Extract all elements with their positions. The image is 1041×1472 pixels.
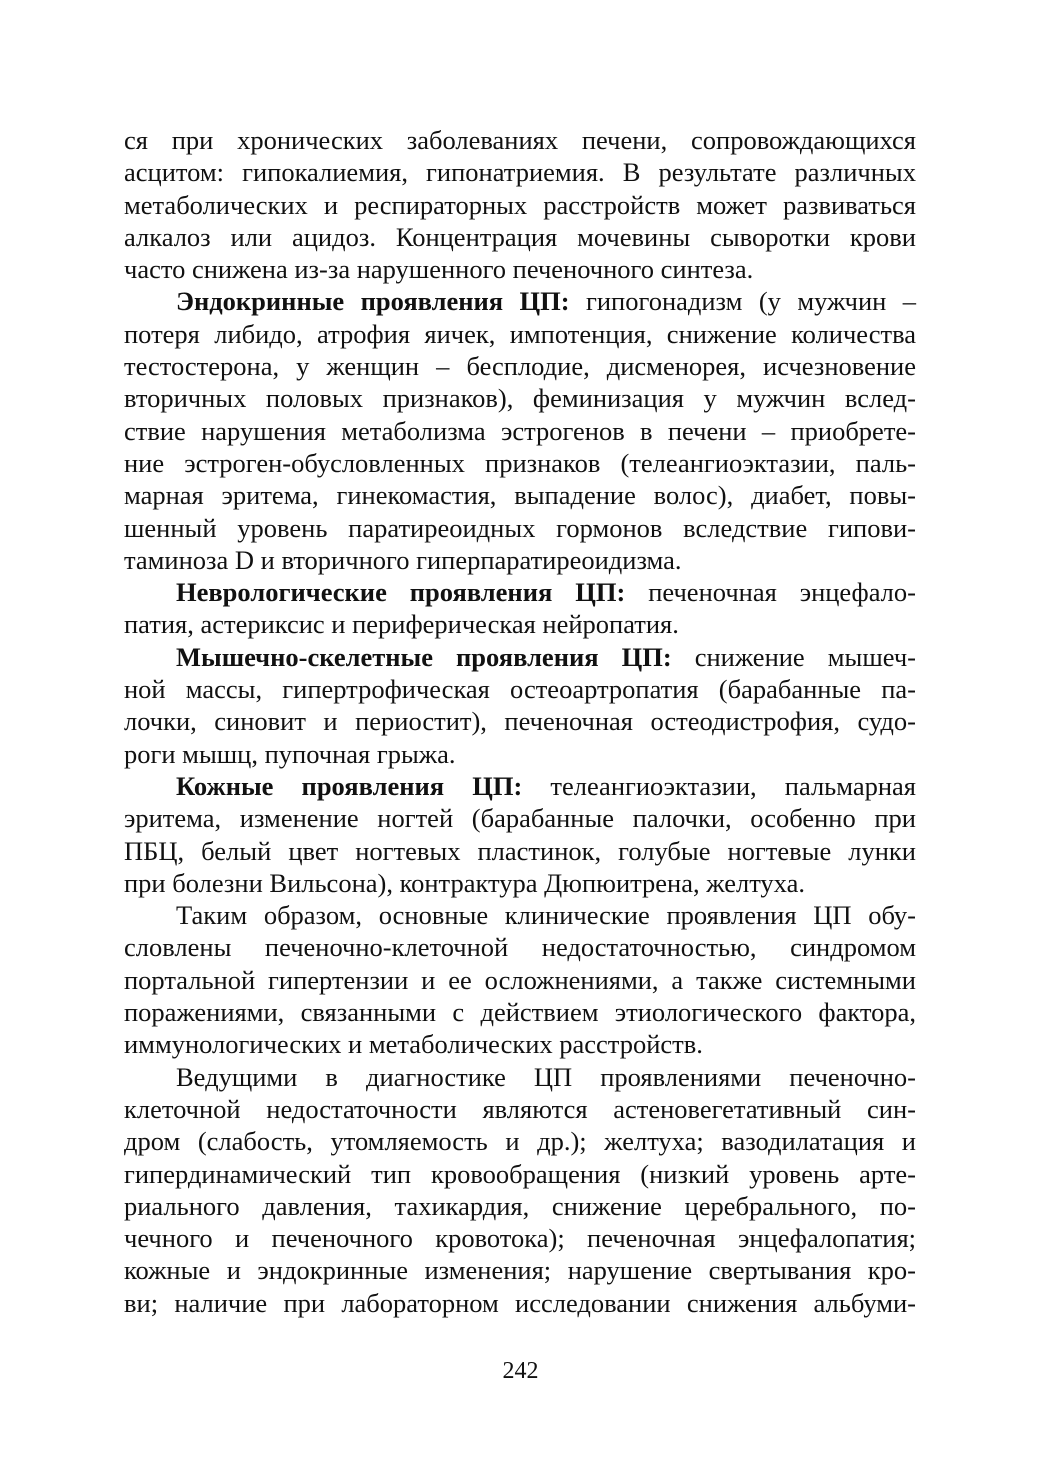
section-heading-neurological: Неврологические проявления ЦП: (176, 577, 626, 608)
page-number: 242 (502, 1358, 539, 1384)
text-line: при болезни Вильсона), контрактура Дюпюитрена, желтуха. (124, 867, 805, 898)
section-heading-skin: Кожные проявления ЦП: (176, 770, 523, 801)
text-line: ся при хронических заболеваниях печени, сопровождающихся (124, 125, 916, 155)
text-line: ствие нарушения метаболизма эстрогенов в печени – приобрете- (124, 415, 916, 446)
text-line (124, 576, 916, 608)
text-line: кожные и эндокринные изменения; нарушение свертывания кро- (124, 1255, 916, 1286)
text-run: снижение мышеч- (671, 641, 916, 672)
text-line: ПБЦ, белый цвет ногтевых пластинок, голубые ногтевые лунки (124, 835, 916, 866)
text-line: поражениями, связанными с действием этиологического фактора, (124, 997, 916, 1028)
text-line: Таким образом, основные клинические проявления ЦП обу- (176, 900, 916, 931)
text-line: патия, астериксис и периферическая нейропатия. (124, 609, 679, 640)
text-line: вторичных половых признаков), феминизация у мужчин вслед- (124, 383, 916, 414)
text-line: ние эстроген-обусловленных признаков (телеангиоэктазии, паль- (124, 447, 916, 478)
text-line: чечного и печеночного кровотока); печеночная энцефалопатия; (124, 1223, 916, 1254)
text-line: таминоза D и вторичного гиперпаратиреоидизма. (124, 544, 682, 575)
text-line: дром (слабость, утомляемость и др.); желтуха; вазодилатация и (124, 1126, 916, 1157)
text-line: ной массы, гипертрофическая остеоартропатия (барабанные па- (124, 674, 916, 705)
text-line: риального давления, тахикардия, снижение церебрального, по- (124, 1190, 916, 1221)
text-line: алкалоз или ацидоз. Концентрация мочевины сыворотки крови (124, 221, 916, 252)
text-line: тестостерона, у женщин – бесплодие, дисменорея, исчезновение (124, 351, 916, 382)
text-line (124, 285, 916, 317)
text-line: клеточной недостаточности являются астеновегетативный син- (124, 1093, 916, 1124)
text-line (124, 770, 916, 802)
section-heading-musculoskeletal: Мышечно-скелетные проявления ЦП: (176, 641, 672, 672)
text-run: гипогонадизм (у мужчин – (569, 286, 916, 317)
text-line: портальной гипертензии и ее осложнениями, а также системными (124, 964, 916, 995)
text-line (124, 641, 916, 673)
text-line: марная эритема, гинекомастия, выпадение волос), диабет, повы- (124, 480, 916, 511)
text-line: ви; наличие при лабораторном исследовании снижения альбуми- (124, 1287, 916, 1318)
text-line: метаболических и респираторных расстройств может развиваться (124, 189, 916, 220)
text-line: словлены печеночно-клеточной недостаточностью, синдромом (124, 932, 916, 963)
text-line: Ведущими в диагностике ЦП проявлениями печеночно- (176, 1061, 916, 1092)
text-line: потеря либидо, атрофия яичек, импотенция, снижение количества (124, 318, 916, 349)
body-text (124, 124, 916, 1319)
text-line: асцитом: гипокалиемия, гипонатриемия. В результате различных (124, 157, 916, 188)
text-line: иммунологических и метаболических расстройств. (124, 1029, 703, 1060)
text-line: лочки, синовит и периостит), печеночная остеодистрофия, судо- (124, 706, 916, 737)
text-line: шенный уровень паратиреоидных гормонов вследствие гипови- (124, 512, 916, 543)
text-line: гипердинамический тип кровообращения (низкий уровень арте- (124, 1158, 916, 1189)
text-line: эритема, изменение ногтей (барабанные палочки, особенно при (124, 803, 916, 834)
text-line: роги мышц, пупочная грыжа. (124, 738, 456, 769)
text-line: часто снижена из-за нарушенного печеночного синтеза. (124, 254, 754, 285)
text-run: телеангиоэктазии, пальмарная (522, 770, 916, 801)
section-heading-endocrine: Эндокринные проявления ЦП: (176, 286, 570, 317)
text-run: печеночная энцефало- (625, 577, 916, 608)
